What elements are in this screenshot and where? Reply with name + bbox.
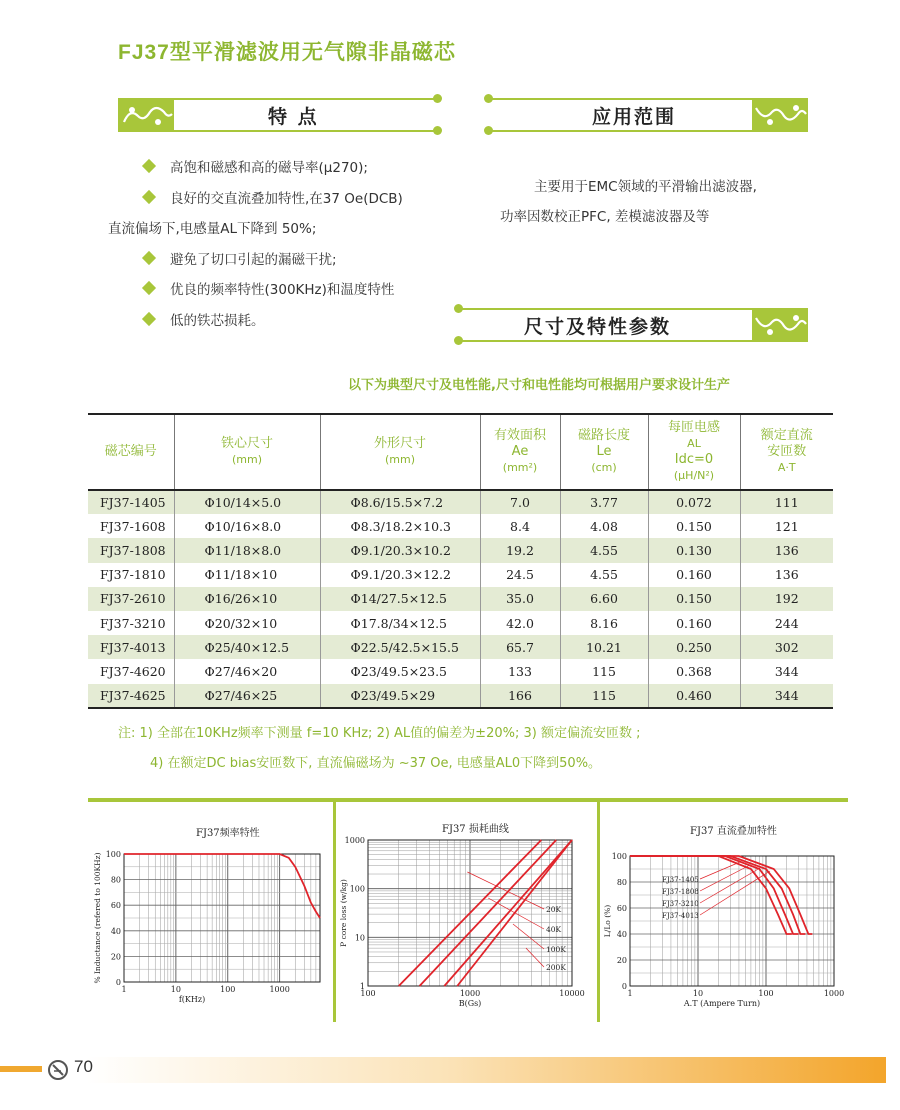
table-row bbox=[88, 587, 833, 611]
diamond-bullet-icon bbox=[142, 251, 156, 265]
cell-le: 115 bbox=[560, 659, 648, 683]
header-code: 磁芯编号 bbox=[88, 414, 174, 490]
cell-code: FJ37-4625 bbox=[88, 684, 174, 708]
frequency-chart bbox=[88, 836, 332, 1020]
cell-code: FJ37-4620 bbox=[88, 659, 174, 683]
cell-code: FJ37-3210 bbox=[88, 611, 174, 635]
series-label: FJ37-3210 bbox=[662, 900, 699, 908]
cell-core: Φ16/26×10 bbox=[174, 587, 320, 611]
y-tick-label: 40 bbox=[110, 926, 121, 936]
table-row bbox=[88, 563, 833, 587]
y-tick-label: 100 bbox=[105, 850, 121, 859]
spec-table bbox=[88, 413, 833, 709]
cell-ae: 166 bbox=[480, 684, 560, 708]
table-header-row bbox=[88, 414, 833, 490]
cell-core: Φ27/46×20 bbox=[174, 659, 320, 683]
cell-outer: Φ23/49.5×23.5 bbox=[320, 659, 480, 683]
table-row bbox=[88, 684, 833, 708]
table-row bbox=[88, 514, 833, 538]
x-tick-label: 10 bbox=[170, 985, 181, 994]
header-outer-size: 外形尺寸 (mm) bbox=[320, 414, 480, 490]
cell-outer: Φ17.8/34×12.5 bbox=[320, 611, 480, 635]
cell-outer: Φ22.5/42.5×15.5 bbox=[320, 635, 480, 659]
x-tick-label: 10 bbox=[692, 989, 704, 998]
specs-heading: 尺寸及特性参数 bbox=[524, 316, 672, 338]
cell-outer: Φ8.3/18.2×10.3 bbox=[320, 514, 480, 538]
y-tick-label: 60 bbox=[110, 901, 121, 911]
x-tick-label: 1 bbox=[121, 985, 127, 994]
page-title: FJ37型平滑滤波用无气隙非晶磁芯 bbox=[118, 41, 456, 64]
cell-code: FJ37-2610 bbox=[88, 587, 174, 611]
y-tick-label: 40 bbox=[616, 930, 627, 939]
cell-ae: 42.0 bbox=[480, 611, 560, 635]
cell-core: Φ20/32×10 bbox=[174, 611, 320, 635]
y-tick-label: 60 bbox=[616, 904, 627, 913]
cell-ae: 24.5 bbox=[480, 563, 560, 587]
cell-ae: 65.7 bbox=[480, 635, 560, 659]
table-row bbox=[88, 490, 833, 514]
cell-outer: Φ14/27.5×12.5 bbox=[320, 587, 480, 611]
cell-at: 111 bbox=[740, 490, 833, 514]
series-line bbox=[420, 840, 557, 986]
chart-title: FJ37 损耗曲线 bbox=[442, 824, 509, 835]
series-label: 100K bbox=[546, 945, 566, 954]
y-tick-label: 10 bbox=[354, 933, 365, 943]
y-axis-label: L/Lo (%) bbox=[603, 904, 612, 938]
ornament-icon bbox=[752, 308, 808, 342]
cell-le: 6.60 bbox=[560, 587, 648, 611]
series-label: FJ37-4013 bbox=[662, 912, 699, 920]
cell-at: 136 bbox=[740, 538, 833, 562]
y-tick-label: 100 bbox=[349, 884, 365, 894]
series-label: 40K bbox=[546, 925, 562, 934]
features-section-header bbox=[118, 98, 444, 136]
cell-core: Φ11/18×10 bbox=[174, 563, 320, 587]
header-le: 磁路长度 Le (cm) bbox=[560, 414, 648, 490]
loss-chart bbox=[336, 832, 596, 1022]
cell-core: Φ11/18×8.0 bbox=[174, 538, 320, 562]
leader-line bbox=[513, 924, 544, 949]
series-line bbox=[124, 854, 320, 918]
cell-at: 121 bbox=[774, 518, 799, 534]
header-ae: 有效面积 Ae (mm²) bbox=[480, 414, 560, 490]
x-tick-label: 100 bbox=[360, 989, 376, 998]
cell-at: 192 bbox=[740, 587, 833, 611]
cell-al: 0.460 bbox=[648, 684, 740, 708]
cell-le: 4.55 bbox=[560, 538, 648, 562]
cell-le: 4.55 bbox=[560, 563, 648, 587]
cell-al: 0.160 bbox=[648, 611, 740, 635]
chart-title: FJ37 直流叠加特性 bbox=[690, 826, 777, 837]
y-tick-label: 80 bbox=[110, 875, 121, 885]
x-axis-label: B(Gs) bbox=[458, 999, 482, 1008]
cell-ae: 7.0 bbox=[480, 490, 560, 514]
features-heading: 特 点 bbox=[268, 106, 319, 128]
series-label: FJ37-1405 bbox=[662, 876, 699, 884]
series-label: 200K bbox=[546, 963, 566, 972]
cell-core: Φ27/46×25 bbox=[174, 684, 320, 708]
cell-ae: 19.2 bbox=[480, 538, 560, 562]
cell-core: Φ10/14×5.0 bbox=[174, 490, 320, 514]
header-core-size: 铁心尺寸 (mm) bbox=[174, 414, 320, 490]
footer-bar bbox=[86, 1057, 886, 1083]
cell-le: 10.21 bbox=[560, 635, 648, 659]
ornament-icon bbox=[752, 98, 808, 132]
cell-at: 244 bbox=[774, 615, 799, 631]
feature-item: 良好的交直流叠加特性,在37 Oe(DCB) bbox=[144, 187, 403, 207]
table-row bbox=[88, 659, 833, 683]
x-tick-label: 100 bbox=[220, 985, 236, 994]
x-tick-label: 10000 bbox=[559, 989, 585, 998]
table-row bbox=[88, 611, 833, 635]
ornament-icon bbox=[118, 98, 174, 132]
y-tick-label: 100 bbox=[611, 852, 627, 861]
charts-top-bar bbox=[88, 798, 848, 802]
note-line: 注: 1) 全部在10KHz频率下测量 f=10 KHz; 2) AL值的偏差为±20%; 3) 额定偏流安匝数 ; bbox=[118, 726, 641, 741]
y-tick-label: 1 bbox=[359, 982, 365, 991]
cell-outer: Φ23/49.5×29 bbox=[320, 684, 480, 708]
applications-line: 功率因数校正PFC, 差模滤波器及等 bbox=[500, 209, 710, 225]
header-rated-at: 额定直流 安匝数 A·T bbox=[740, 414, 833, 490]
chart-title: FJ37频率特性 bbox=[196, 828, 260, 839]
dc-bias-chart bbox=[600, 834, 848, 1020]
cell-outer: Φ9.1/20.3×12.2 bbox=[320, 563, 480, 587]
leader-line bbox=[700, 862, 740, 879]
cell-outer: Φ8.6/15.5×7.2 bbox=[320, 490, 480, 514]
feature-item: 优良的频率特性(300KHz)和温度特性 bbox=[144, 278, 394, 298]
series-label: 20K bbox=[546, 905, 562, 914]
diamond-bullet-icon bbox=[142, 312, 156, 326]
x-axis-label: A.T (Ampere Turn) bbox=[683, 999, 761, 1008]
cell-al: 0.072 bbox=[648, 490, 740, 514]
y-tick-label: 0 bbox=[115, 978, 121, 987]
cell-al: 0.150 bbox=[648, 514, 740, 538]
y-axis-label: P core loss (w/kg) bbox=[339, 879, 348, 947]
footer-accent bbox=[0, 1066, 42, 1072]
cell-core: Φ10/16×8.0 bbox=[174, 514, 320, 538]
y-tick-label: 0 bbox=[621, 982, 627, 991]
cell-al: 0.130 bbox=[648, 538, 740, 562]
feature-item: 低的铁芯损耗。 bbox=[144, 309, 265, 329]
cell-core: Φ25/40×12.5 bbox=[174, 635, 320, 659]
feature-item: 高饱和磁感和高的磁导率(μ270); bbox=[144, 156, 368, 176]
cell-al: 0.150 bbox=[648, 587, 740, 611]
y-axis-label: % Inductance (refered to 100KHz) bbox=[93, 852, 102, 984]
cell-code: FJ37-4013 bbox=[88, 635, 174, 659]
cell-al: 0.160 bbox=[648, 563, 740, 587]
diamond-bullet-icon bbox=[142, 190, 156, 204]
cell-ae: 35.0 bbox=[480, 587, 560, 611]
y-tick-label: 1000 bbox=[344, 836, 365, 845]
cell-code: FJ37-1810 bbox=[88, 563, 174, 587]
cell-le: 115 bbox=[560, 684, 648, 708]
x-axis-label: f(KHz) bbox=[178, 995, 206, 1004]
specs-subtitle: 以下为典型尺寸及电性能,尺寸和电性能均可根据用户要求设计生产 bbox=[348, 378, 730, 393]
x-tick-label: 1000 bbox=[269, 985, 290, 994]
cell-outer: Φ9.1/20.3×10.2 bbox=[320, 538, 480, 562]
x-tick-label: 100 bbox=[758, 989, 774, 998]
cell-code: FJ37-1608 bbox=[88, 514, 174, 538]
table-row bbox=[88, 635, 833, 659]
y-tick-label: 20 bbox=[110, 952, 121, 962]
diamond-bullet-icon bbox=[142, 159, 156, 173]
cell-le: 3.77 bbox=[560, 490, 648, 514]
cell-al: 0.250 bbox=[648, 635, 740, 659]
diamond-bullet-icon bbox=[142, 281, 156, 295]
cell-ae: 133 bbox=[480, 659, 560, 683]
applications-heading: 应用范围 bbox=[592, 106, 677, 128]
cell-le: 4.08 bbox=[560, 514, 648, 538]
applications-section-header bbox=[484, 98, 810, 136]
header-al: 每匝电感 AL Idc=0 (μH/N²) bbox=[648, 414, 740, 490]
cell-code: FJ37-1405 bbox=[88, 490, 174, 514]
cell-at: 302 bbox=[740, 635, 833, 659]
x-tick-label: 1000 bbox=[823, 989, 845, 998]
table-row bbox=[88, 538, 833, 562]
cell-le: 8.16 bbox=[560, 611, 648, 635]
cell-al: 0.368 bbox=[648, 659, 740, 683]
page-number: 70 bbox=[74, 1057, 93, 1076]
note-line: 4) 在额定DC bias安匝数下, 直流偏磁场为 ~37 Oe, 电感量AL0下降到50%。 bbox=[150, 756, 602, 771]
cell-at: 344 bbox=[774, 663, 799, 679]
series-label: FJ37-1808 bbox=[662, 888, 699, 896]
y-tick-label: 20 bbox=[616, 956, 627, 965]
feature-item: 避免了切口引起的漏磁干扰; bbox=[144, 248, 337, 268]
x-tick-label: 1000 bbox=[459, 989, 481, 998]
cell-ae: 8.4 bbox=[480, 514, 560, 538]
feature-item-continued: 直流偏场下,电感量AL下降到 50%; bbox=[108, 221, 317, 237]
no-sign-icon bbox=[48, 1060, 68, 1080]
x-tick-label: 1 bbox=[627, 989, 633, 998]
specs-section-header bbox=[454, 308, 810, 346]
applications-line: 主要用于EMC领域的平滑输出滤波器, bbox=[534, 179, 757, 195]
cell-code: FJ37-1808 bbox=[88, 538, 174, 562]
cell-at: 136 bbox=[774, 567, 799, 583]
cell-at: 344 bbox=[740, 684, 833, 708]
y-tick-label: 80 bbox=[616, 878, 627, 887]
